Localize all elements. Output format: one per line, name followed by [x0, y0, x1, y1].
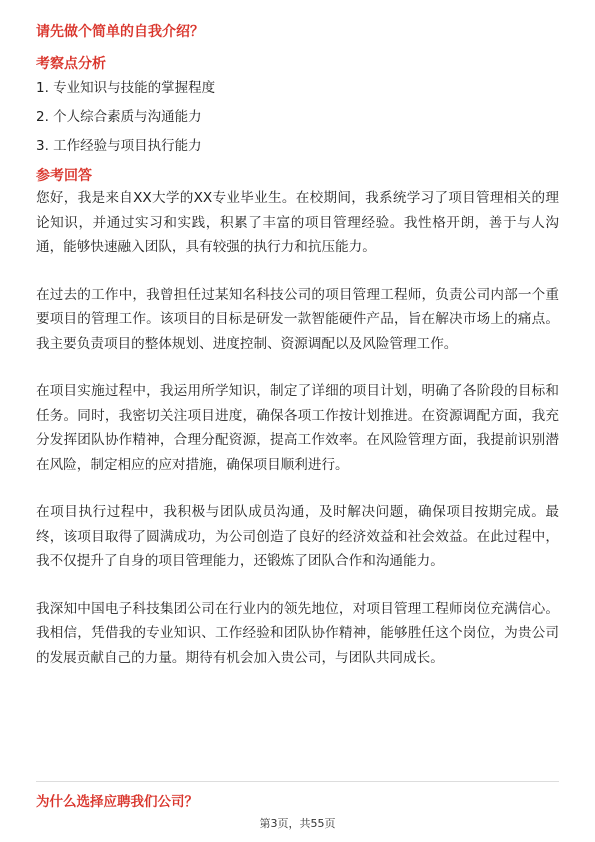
answer-heading: 参考回答 [36, 168, 92, 184]
answer-body [36, 186, 559, 670]
analysis-points [36, 74, 559, 161]
answer-paragraph: 在项目执行过程中，我积极与团队成员沟通，及时解决问题，确保项目按期完成。最终，该项目取得了圆满成功，为公司创造了良好的经济效益和社会效益。在此过程中，我不仅提升了自身的项目管理能力，还锻炼了团队合作和沟通能力。 [36, 504, 559, 569]
answer-paragraph: 在过去的工作中，我曾担任过某知名科技公司的项目管理工程师，负责公司内部一个重要项目的管理工作。该项目的目标是研发一款智能硬件产品，旨在解决市场上的痛点。我主要负责项目的整体规划、进度控制、资源调配以及风险管理工作。 [36, 286, 559, 352]
analysis-point: 1. 专业知识与技能的掌握程度 [36, 80, 216, 96]
answer-paragraph: 您好，我是来自XX大学的XX专业毕业生。在校期间，我系统学习了项目管理相关的理论知识，并通过实习和实践，积累了丰富的项目管理经验。我性格开朗，善于与人沟通，能够快速融入团队，具有较强的执行力和抗压能力。 [36, 190, 559, 255]
answer-paragraph: 在项目实施过程中，我运用所学知识，制定了详细的项目计划，明确了各阶段的目标和任务。同时，我密切关注项目进度，确保各项工作按计划推进。在资源调配方面，我充分发挥团队协作精神，合理分配资源，提高工作效率。在风险管理方面，我提前识别潜在风险，制定相应的应对措施，确保项目顺利进行。 [36, 383, 559, 473]
analysis-point: 3. 工作经验与项目执行能力 [36, 138, 202, 154]
question-title: 请先做个简单的自我介绍？ [36, 24, 204, 40]
next-question-title: 为什么选择应聘我们公司？ [36, 794, 198, 810]
analysis-heading: 考察点分析 [36, 56, 106, 72]
answer-paragraph: 我深知中国电子科技集团公司在行业内的领先地位，对项目管理工程师岗位充满信心。我相信，凭借我的专业知识、工作经验和团队协作精神，能够胜任这个岗位，为贵公司的发展贡献自己的力量。期待有机会加入贵公司，与团队共同成长。 [36, 600, 559, 666]
page-number: 第3页，共55页 [259, 817, 336, 830]
analysis-point: 2. 个人综合素质与沟通能力 [36, 109, 202, 125]
section-divider [36, 781, 559, 782]
page-content [36, 22, 559, 670]
